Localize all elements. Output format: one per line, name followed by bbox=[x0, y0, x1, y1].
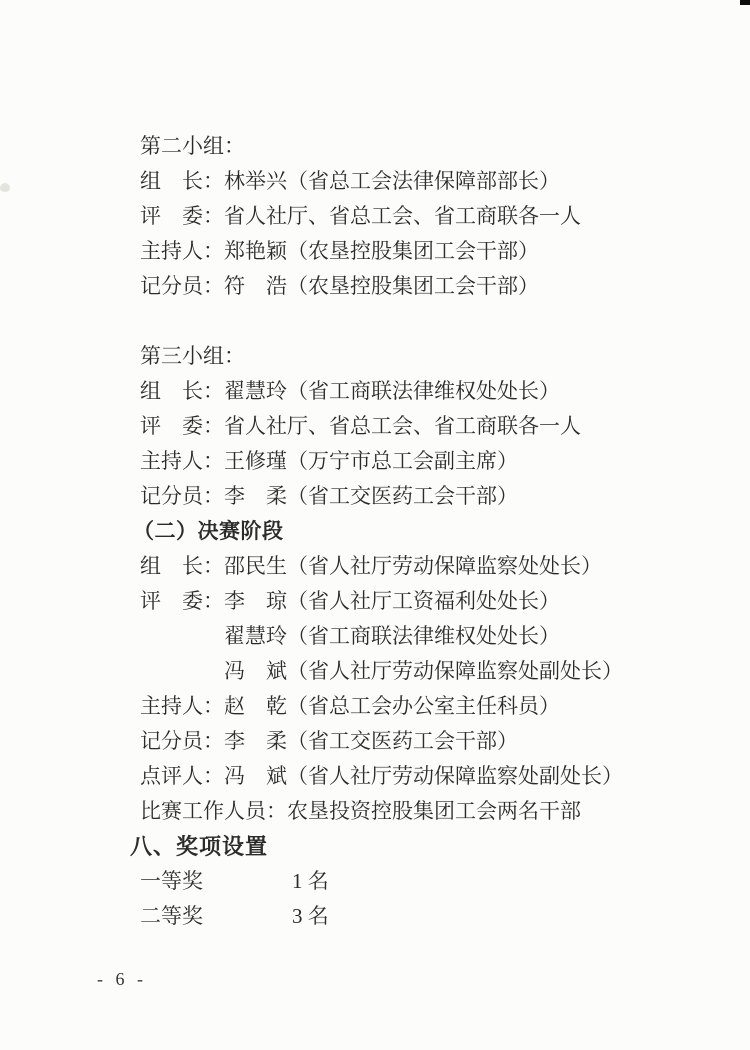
final-host-line bbox=[140, 689, 680, 724]
awards-heading: 八、奖项设置 bbox=[130, 834, 269, 859]
role-label: 组 长： bbox=[140, 379, 224, 403]
role-value: 邵民生（省人社厅劳动保障监察处处长） bbox=[224, 554, 602, 578]
role-label: 主持人： bbox=[140, 239, 224, 263]
final-leader-line bbox=[140, 549, 680, 584]
group2-host-line bbox=[140, 234, 680, 269]
final-scorer-line bbox=[140, 724, 680, 759]
scan-artifact-corner-mark bbox=[740, 0, 750, 5]
final-judge3-line bbox=[140, 654, 680, 689]
role-value: 李 琼（省人社厅工资福利处处长） bbox=[224, 589, 560, 613]
group2-scorer-line bbox=[140, 269, 680, 304]
group3-host-line bbox=[140, 444, 680, 479]
scan-artifact-smudge bbox=[0, 183, 10, 192]
role-value: 赵 乾（省总工会办公室主任科员） bbox=[224, 694, 560, 718]
role-value: 翟慧玲（省工商联法律维权处处长） bbox=[224, 379, 560, 403]
group3-leader-line bbox=[140, 374, 680, 409]
page-number: - 6 - bbox=[97, 969, 147, 989]
role-value: 农垦投资控股集团工会两名干部 bbox=[287, 799, 581, 823]
role-value: 王修瑾（万宁市总工会副主席） bbox=[224, 449, 518, 473]
role-label: 评 委： bbox=[140, 414, 224, 438]
role-value: 郑艳颖（农垦控股集团工会干部） bbox=[224, 239, 539, 263]
group3-title: 第三小组： bbox=[140, 344, 245, 368]
role-value: 李 柔（省工交医药工会干部） bbox=[224, 729, 518, 753]
role-label: 记分员： bbox=[140, 729, 224, 753]
award-row-second-prize bbox=[140, 899, 680, 934]
final-judge2-line bbox=[140, 619, 680, 654]
role-label: 主持人： bbox=[140, 449, 224, 473]
final-staff-line bbox=[140, 794, 680, 829]
role-value: 省人社厅、省总工会、省工商联各一人 bbox=[224, 204, 581, 228]
role-label: 评 委： bbox=[140, 589, 224, 613]
role-value: 翟慧玲（省工商联法律维权处处长） bbox=[224, 624, 560, 648]
role-label: 记分员： bbox=[140, 274, 224, 298]
group2-judges-line bbox=[140, 199, 680, 234]
group2-title: 第二小组： bbox=[140, 134, 245, 158]
role-label: 主持人： bbox=[140, 694, 224, 718]
group3-judges-line bbox=[140, 409, 680, 444]
role-label: 点评人： bbox=[140, 764, 224, 788]
role-label: 组 长： bbox=[140, 554, 224, 578]
role-value: 符 浩（农垦控股集团工会干部） bbox=[224, 274, 539, 298]
document-body bbox=[130, 129, 680, 934]
role-value: 冯 斌（省人社厅劳动保障监察处副处长） bbox=[224, 659, 623, 683]
group3-scorer-line bbox=[140, 479, 680, 514]
role-label: 组 长： bbox=[140, 169, 224, 193]
role-value: 冯 斌（省人社厅劳动保障监察处副处长） bbox=[224, 764, 623, 788]
role-label: 记分员： bbox=[140, 484, 224, 508]
group2-leader-line bbox=[140, 164, 680, 199]
award-name: 一等奖 bbox=[140, 869, 203, 893]
role-value: 林举兴（省总工会法律保障部部长） bbox=[224, 169, 560, 193]
role-value: 李 柔（省工交医药工会干部） bbox=[224, 484, 518, 508]
award-name: 二等奖 bbox=[140, 904, 203, 928]
award-count: 3 名 bbox=[292, 904, 329, 928]
award-count: 1 名 bbox=[292, 869, 329, 893]
role-label: 评 委： bbox=[140, 204, 224, 228]
final-judge1-line bbox=[140, 584, 680, 619]
role-label: 比赛工作人员： bbox=[140, 799, 287, 823]
final-commentator-line bbox=[140, 759, 680, 794]
award-row-first-prize bbox=[140, 864, 680, 899]
role-value: 省人社厅、省总工会、省工商联各一人 bbox=[224, 414, 581, 438]
blank-line bbox=[140, 304, 680, 339]
final-stage-heading: （二）决赛阶段 bbox=[133, 519, 284, 543]
